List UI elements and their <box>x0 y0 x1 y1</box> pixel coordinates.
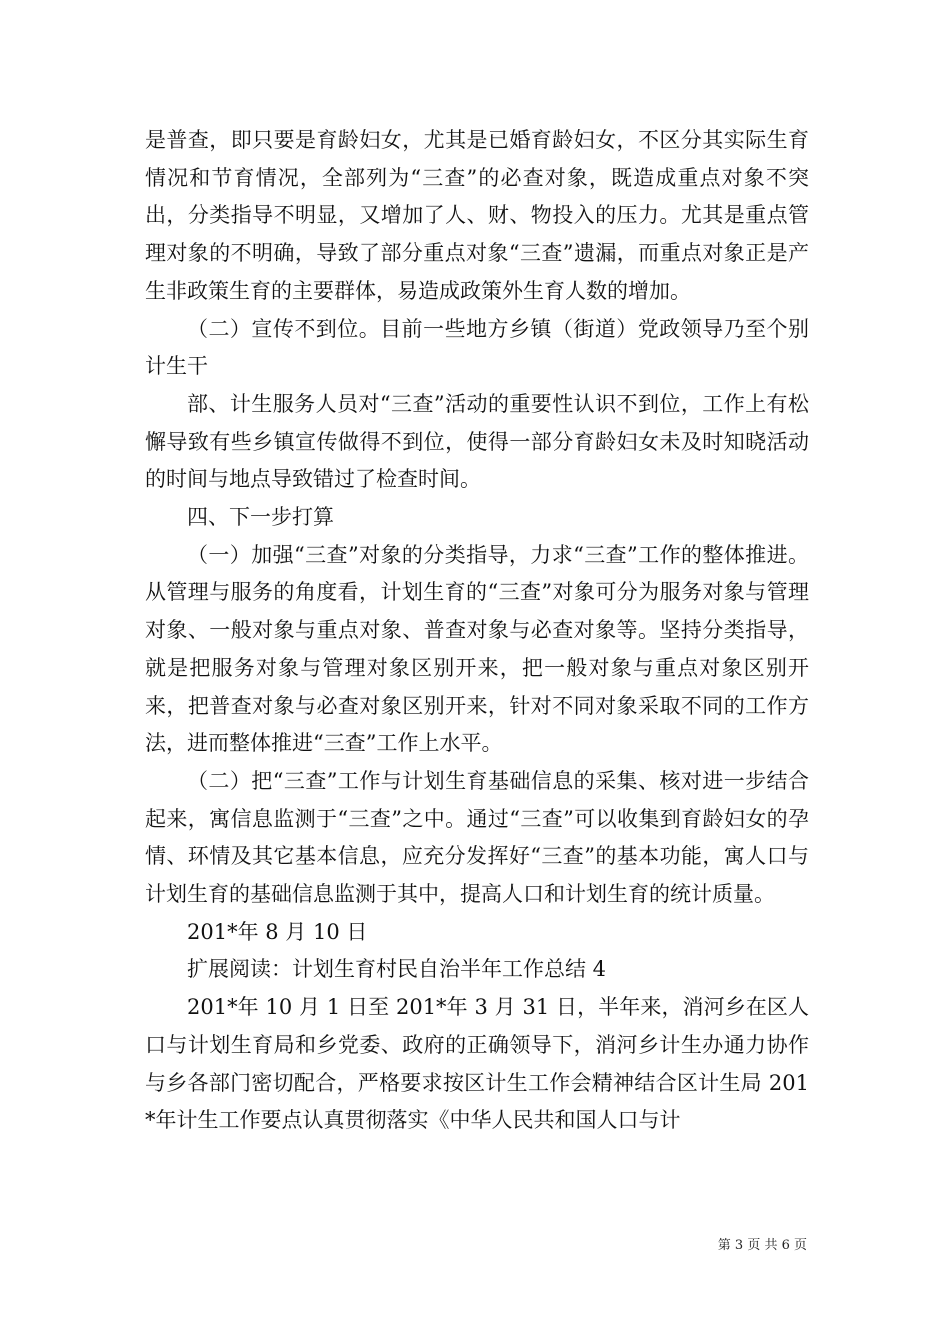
paragraph-step-one: （一）加强“三查”对象的分类指导，力求“三查”工作的整体推进。从管理与服务的角度看，计划生育的“三查”对象可分为服务对象与管理对象、一般对象与重点对象、普查对象与必查对象等。坚持分类指导，就是把服务对象与管理对象区别开来，把一般对象与重点对象区别开来，把普查对象与必查对象区别开来，针对不同对象采取不同的工作方法，进而整体推进“三查”工作上水平。 <box>145 542 809 756</box>
page-number-footer: 第 3 页 共 6 页 <box>717 1238 807 1253</box>
section-heading-next-steps: 四、下一步打算 <box>187 505 334 530</box>
paragraph-continuation: 是普查，即只要是育龄妇女，尤其是已婚育龄妇女，不区分其实际生育情况和节育情况，全部列为“三查”的必查对象，既造成重点对象不突出，分类指导不明显，又增加了人、财、物投入的压力。尤其是重点管理对象的不明确，导致了部分重点对象“三查”遗漏，而重点对象正是产生非政策生育的主要群体，易造成政策外生育人数的增加。 <box>145 128 809 303</box>
document-date: 201*年 8 月 10 日 <box>187 919 368 944</box>
paragraph-step-two: （二）把“三查”工作与计划生育基础信息的采集、核对进一步结合起来，寓信息监测于“三查”之中。通过“三查”可以收集到育龄妇女的孕情、环情及其它基本信息，应充分发挥好“三查”的基本功能，寓人口与计划生育的基础信息监测于其中，提高人口和计划生育的统计质量。 <box>145 768 809 907</box>
paragraph-publicity-issue: （二）宣传不到位。目前一些地方乡镇（街道）党政领导乃至个别计生干 <box>145 316 809 379</box>
paragraph-publicity-detail: 部、计生服务人员对“三查”活动的重要性认识不到位，工作上有松懈导致有些乡镇宣传做得不到位，使得一部分育龄妇女未及时知晓活动的时间与地点导致错过了检查时间。 <box>145 391 809 492</box>
paragraph-extended-reading: 201*年 10 月 1 日至 201*年 3 月 31 日，半年来，消河乡在区人口与计划生育局和乡党委、政府的正确领导下，消河乡计生办通力协作与乡各部门密切配合，严格要求按区计生工作会精神结合区计生局 201*年计生工作要点认真贯彻落实《中华人民共和国人口与计 <box>145 995 809 1133</box>
extended-reading-title: 扩展阅读：计划生育村民自治半年工作总结 4 <box>187 957 607 982</box>
document-body <box>145 122 809 1140</box>
